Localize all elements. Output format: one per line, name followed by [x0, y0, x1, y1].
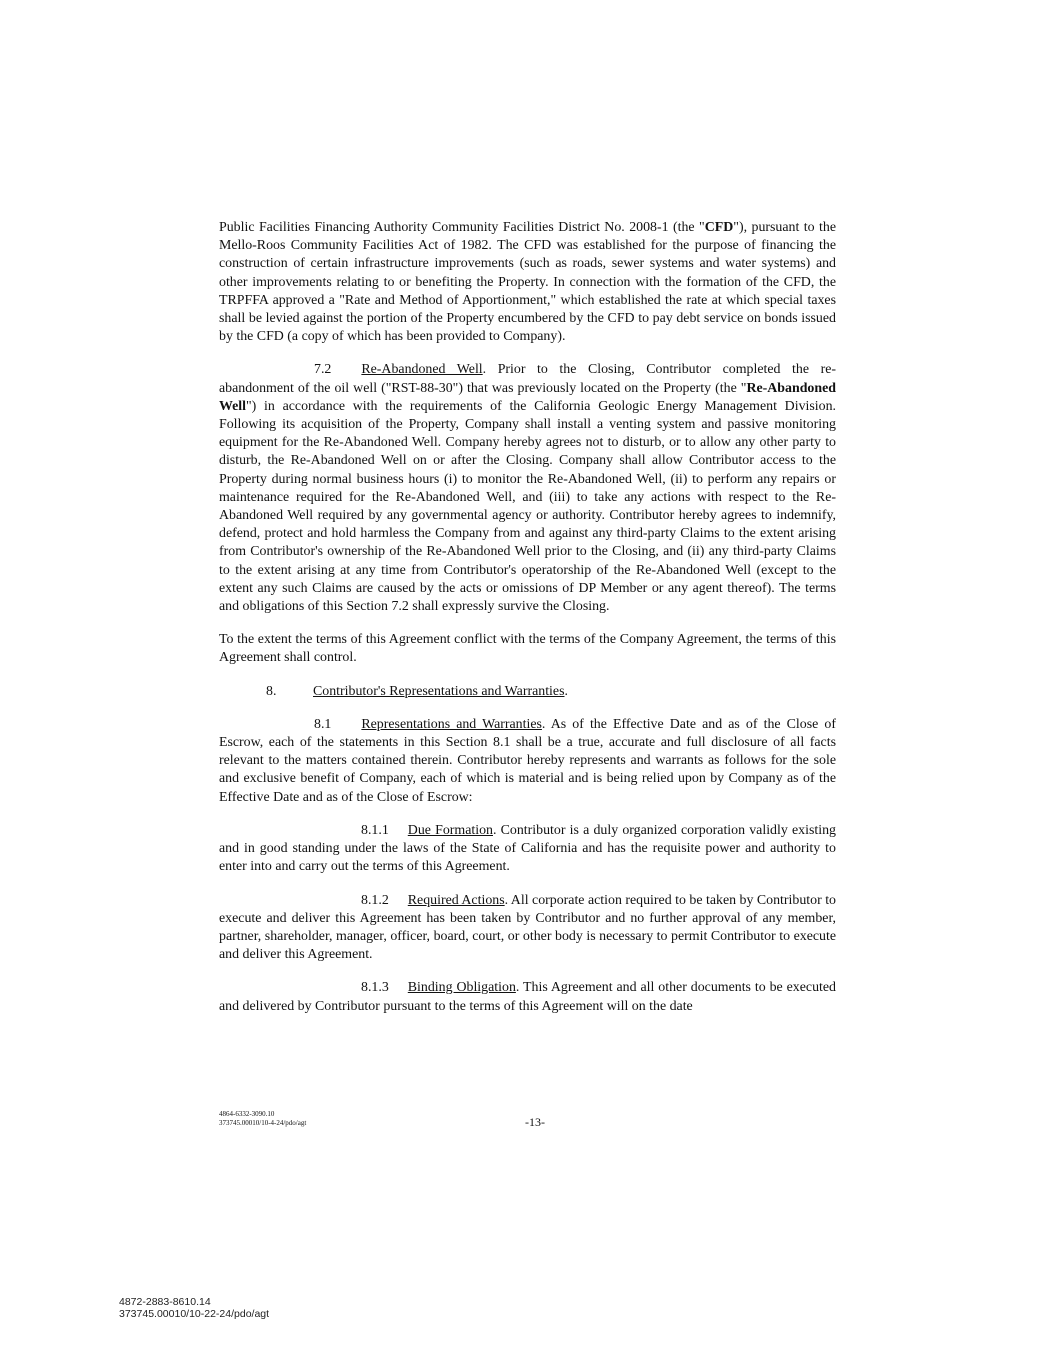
- document-body: [219, 219, 836, 1031]
- section-8-heading: 8. Contributor's Representations and Warranties.: [219, 683, 836, 701]
- section-8-1-1: 8.1.1 Due Formation. Contributor is a duly organized corporation validly existing and in good standing under the laws of the State of California and has the requisite power and authority to enter into and carry out the terms of this Agreement.: [219, 822, 836, 875]
- page-number: -13-: [525, 1115, 545, 1129]
- section-heading: Binding Obligation: [407, 980, 516, 996]
- section-heading: Contributor's Representations and Warranties: [313, 683, 565, 699]
- section-8-1: 8.1 Representations and Warranties. As of the Effective Date and as of the Close of Escrow, each of the statements in this Section 8.1 shall be a true, accurate and full disclosure of all facts relevant to the matters contained therein. Contributor hereby represents and warrants as follows for the sole and exclusive benefit of Company, each of which is material and is being relied upon by Company as of the Effective Date and as of the Close of Escrow:: [219, 716, 836, 805]
- section-number: 8.1.3: [361, 980, 389, 996]
- section-number: 8.1: [314, 716, 332, 732]
- section-number: 8.: [266, 683, 277, 699]
- section-heading: Required Actions: [407, 892, 505, 908]
- section-heading: Re-Abandoned Well: [361, 362, 483, 378]
- section-7-2: 7.2 Re-Abandoned Well. Prior to the Closing, Contributor completed the re-abandonment of the oil well ("RST-88-30") that was previously located on the Property (the "Re-Abandoned Well") in accordance with the requirements of the California Geologic Energy Management Division. Following its acquisition of the Property, Company shall install a venting system and passive monitoring equipment for the Re-Abandoned Well. Company hereby agrees not to disturb, or to allow any other party to disturb, the Re-Abandoned Well on or after the Closing. Company shall allow Contributor access to the Property during normal business hours (i) to monitor the Re-Abandoned Well, (ii) to perform any repairs or maintenance required for the Re-Abandoned Well, and (iii) to take any actions with respect to the Re-Abandoned Well required by any governmental agency or authority. Contributor hereby agrees to indemnify, defend, protect and hold harmless the Company from and against any third-party Claims to the extent arising from Contributor's ownership of the Re-Abandoned Well prior to the Closing, and (ii) any third-party Claims to the extent arising at any time from Contributor's operatorship of the Re-Abandoned Well (except to the extent any such Claims are caused by the acts or omissions of DP Member or any agent thereof). The terms and obligations of this Section 7.2 shall expressly survive the Closing.: [219, 362, 836, 615]
- section-heading: Due Formation: [407, 822, 493, 838]
- section-8-1-2: 8.1.2 Required Actions. All corporate action required to be taken by Contributor to execute and deliver this Agreement has been taken by Contributor and no further approval of any member, partner, shareholder, manager, officer, board, court, or other body is necessary to permit Contributor to execute and deliver this Agreement.: [219, 892, 836, 963]
- paragraph-conflict: To the extent the terms of this Agreement conflict with the terms of the Company Agreement, the terms of this Agreement shall control.: [219, 632, 836, 666]
- section-number: 8.1.2: [361, 892, 389, 908]
- section-8-1-3: 8.1.3 Binding Obligation. This Agreement and all other documents to be executed and delivered by Contributor pursuant to the terms of this Agreement will on the date: [219, 980, 836, 1014]
- document-stamp: 4872-2883-8610.14 373745.00010/10-22-24/pdo/agt: [119, 1296, 270, 1320]
- paragraph-cfd: Public Facilities Financing Authority Community Facilities District No. 2008-1 (the "CFD"), pursuant to the Mello-Roos Community Facilities Act of 1982. The CFD was established for the purpose of financing the construction of certain infrastructure improvements (such as roads, sewer systems and water systems) and other improvements relating to or benefiting the Property. In connection with the formation of the CFD, the TRPFFA approved a "Rate and Method of Apportionment," which established the rate at which special taxes shall be levied against the portion of the Property encumbered by the CFD to pay debt service on bonds issued by the CFD (a copy of which has been provided to Company).: [219, 220, 836, 345]
- section-number: 8.1.1: [361, 822, 389, 838]
- footer-doc-id: 4864-6332-3090.10 373745.00010/10-4-24/pdo/agt: [219, 1110, 307, 1127]
- section-heading: Representations and Warranties: [361, 716, 542, 732]
- section-number: 7.2: [314, 362, 332, 378]
